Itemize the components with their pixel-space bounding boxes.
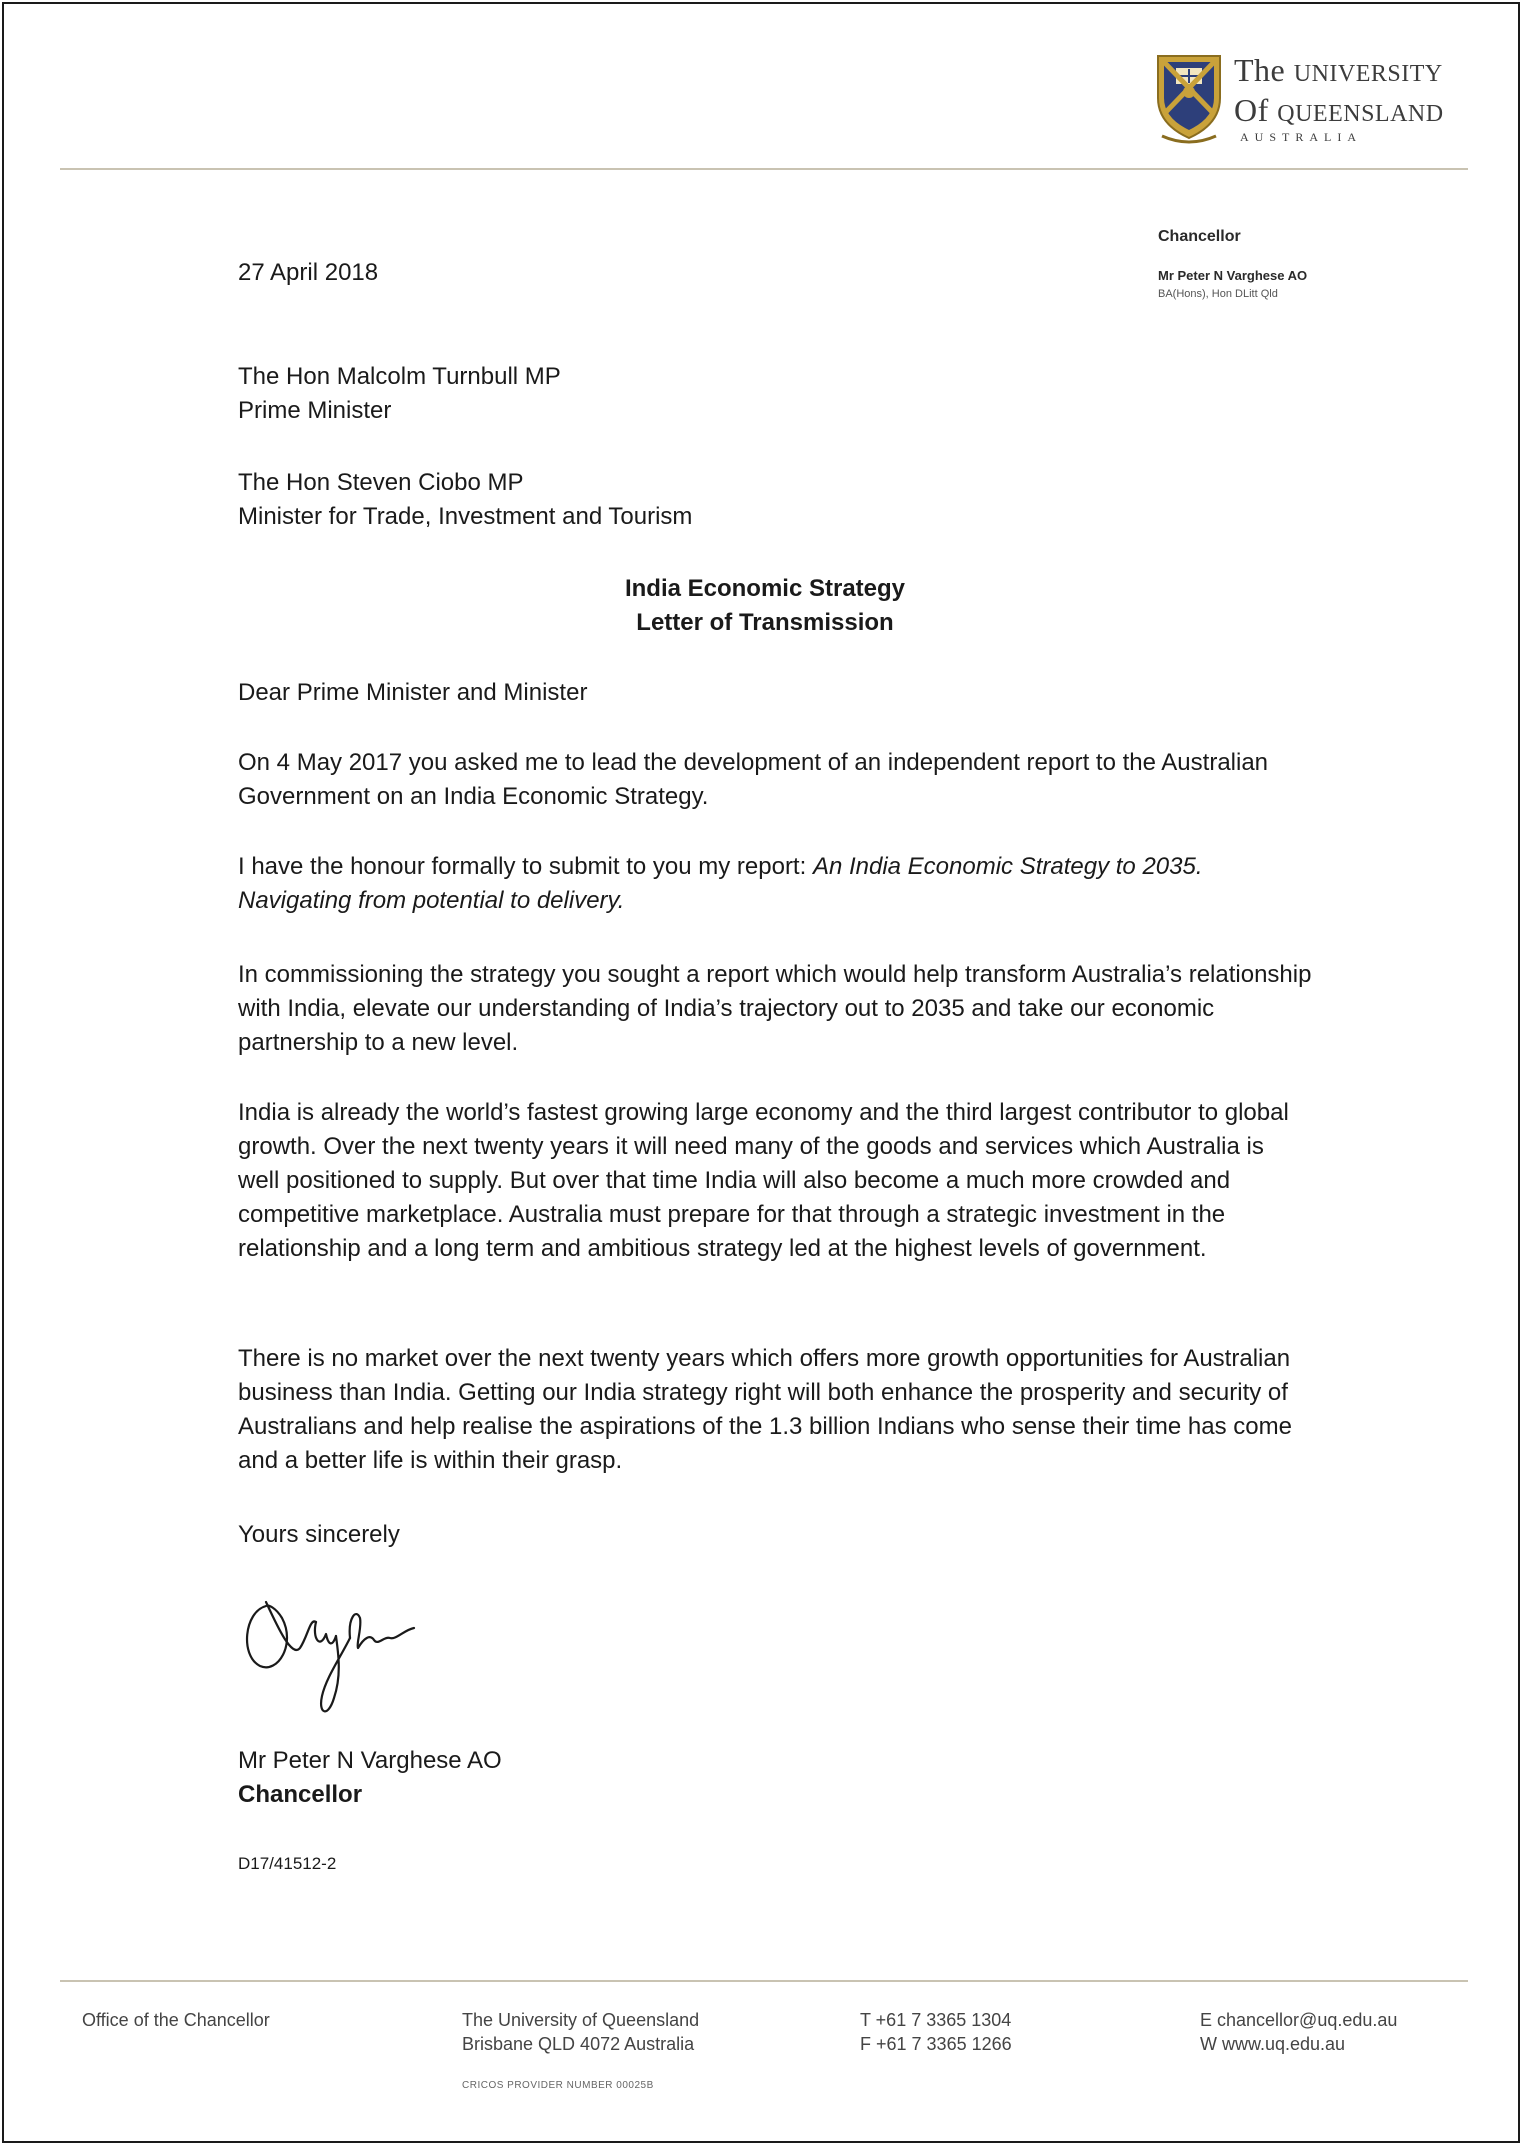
university-name-line2: Of QUEENSLAND xyxy=(1234,92,1444,128)
document-reference: D17/41512-2 xyxy=(238,1854,337,1873)
footer-fax: F +61 7 3365 1266 xyxy=(860,2034,1012,2054)
header-divider xyxy=(60,168,1468,170)
footer-contact xyxy=(1200,2008,1397,2056)
letter-subject xyxy=(238,572,1292,640)
footer-website[interactable]: W www.uq.edu.au xyxy=(1200,2034,1346,2054)
footer-address-line-1: The University of Queensland xyxy=(462,2010,700,2030)
footer-address xyxy=(462,2008,699,2056)
university-name-line1: The UNIVERSITY xyxy=(1234,52,1443,88)
university-country: AUSTRALIA xyxy=(1240,130,1362,144)
report-title: An India Economic Strategy to 2035. Navigating from potential to delivery. xyxy=(238,853,1203,914)
subject-line-2: Letter of Transmission xyxy=(636,609,894,636)
footer-phone xyxy=(860,2008,1012,2056)
signer-role: Chancellor xyxy=(238,1781,363,1808)
closing: Yours sincerely xyxy=(238,1521,400,1548)
footer-divider xyxy=(60,1980,1468,1982)
addressee-1-title: Prime Minister xyxy=(238,397,392,424)
subject-line-1: India Economic Strategy xyxy=(624,575,906,602)
letter-page xyxy=(2,2,1520,2143)
footer-telephone: T +61 7 3365 1304 xyxy=(860,2010,1012,2030)
addressee-1 xyxy=(238,360,1328,428)
footer-cricos: CRICOS PROVIDER NUMBER 00025B xyxy=(462,2080,654,2091)
paragraph-1: On 4 May 2017 you asked me to lead the development of an independent report to the Australian Government on an India Economic Strategy. xyxy=(238,749,1269,810)
signature-image xyxy=(238,1578,448,1728)
sender-name: Mr Peter N Varghese AO xyxy=(1158,268,1308,283)
paragraph-2-intro: I have the honour formally to submit to you my report: xyxy=(238,853,813,880)
addressee-1-name: The Hon Malcolm Turnbull MP xyxy=(238,363,561,390)
salutation: Dear Prime Minister and Minister xyxy=(238,679,588,706)
addressee-2 xyxy=(238,466,1328,534)
signer-name: Mr Peter N Varghese AO xyxy=(238,1747,502,1774)
paragraph-4: India is already the world’s fastest growing large economy and the third largest contributor to global growth. Over the next twenty years it will need many of the goods and services which Australia is well positioned to supply. But over that time India will also become a much more crowded and competitive marketplace. Australia must prepare for that through a strategic investment in the relationship and a long term and ambitious strategy led at the highest levels of government. xyxy=(238,1099,1289,1262)
footer-office: Office of the Chancellor xyxy=(82,2010,270,2030)
sender-qualifications: BA(Hons), Hon DLitt Qld xyxy=(1158,288,1278,300)
letter-date: 27 April 2018 xyxy=(238,259,379,286)
footer-email[interactable]: E chancellor@uq.edu.au xyxy=(1200,2010,1398,2030)
addressee-2-title: Minister for Trade, Investment and Tourism xyxy=(238,503,693,530)
university-crest-icon xyxy=(1154,52,1224,146)
sender-role: Chancellor xyxy=(1158,228,1241,245)
footer-address-line-2: Brisbane QLD 4072 Australia xyxy=(462,2034,695,2054)
addressee-2-name: The Hon Steven Ciobo MP xyxy=(238,469,524,496)
university-name xyxy=(1234,52,1444,132)
paragraph-3: In commissioning the strategy you sought a report which would help transform Australia’s relationship with India, elevate our understanding of India’s trajectory out to 2035 and take our economic partnership to a new level. xyxy=(238,961,1312,1056)
paragraph-5: There is no market over the next twenty years which offers more growth opportunities for Australian business than India. Getting our India strategy right will both enhance the prosperity and security of Australians and help realise the aspirations of the 1.3 billion Indians who sense their time has come and a better life is within their grasp. xyxy=(238,1345,1292,1474)
paragraph-2 xyxy=(238,850,1298,918)
